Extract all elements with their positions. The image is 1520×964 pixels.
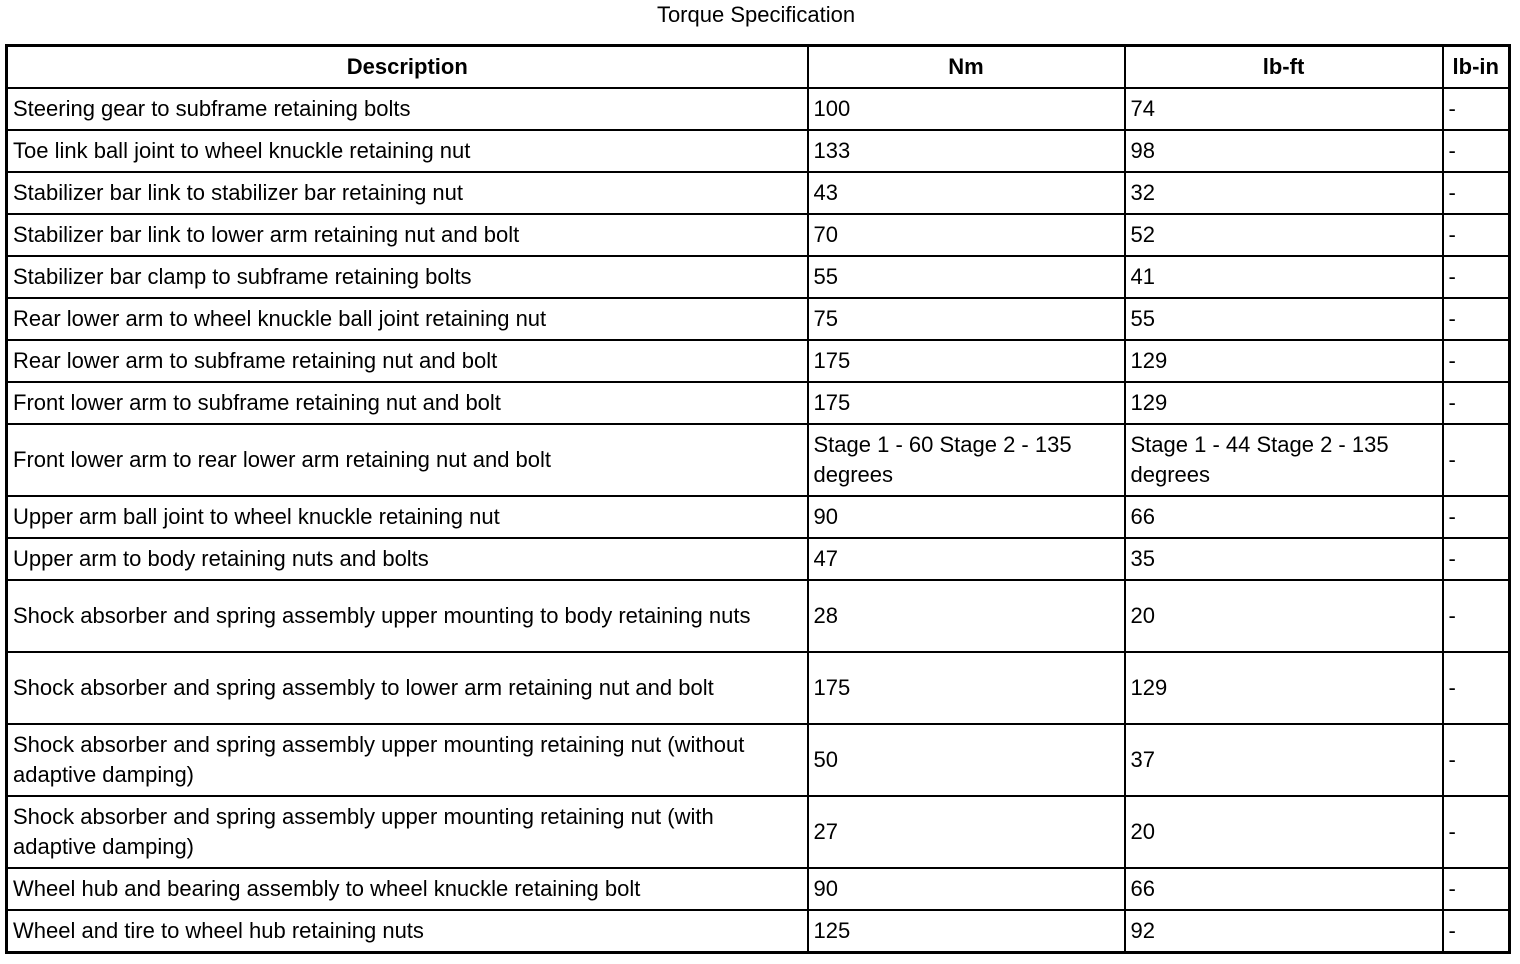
cell-lbft: 98	[1125, 130, 1443, 172]
cell-lbft: 41	[1125, 256, 1443, 298]
cell-lbin: -	[1443, 910, 1510, 953]
table-row	[7, 538, 1510, 580]
header-nm: Nm	[808, 46, 1125, 89]
table-row	[7, 424, 1510, 496]
cell-nm: 90	[808, 868, 1125, 910]
cell-nm: 125	[808, 910, 1125, 953]
table-row	[7, 172, 1510, 214]
cell-nm: 133	[808, 130, 1125, 172]
cell-nm: 90	[808, 496, 1125, 538]
table-row	[7, 382, 1510, 424]
cell-lbin: -	[1443, 796, 1510, 868]
cell-lbin: -	[1443, 88, 1510, 130]
cell-nm: 27	[808, 796, 1125, 868]
cell-description: Front lower arm to subframe retaining nut and bolt	[7, 382, 808, 424]
cell-lbin: -	[1443, 724, 1510, 796]
cell-lbft: 20	[1125, 796, 1443, 868]
cell-description: Toe link ball joint to wheel knuckle retaining nut	[7, 130, 808, 172]
torque-spec-table	[5, 44, 1511, 954]
cell-description: Shock absorber and spring assembly upper mounting to body retaining nuts	[7, 580, 808, 652]
cell-lbft: 129	[1125, 652, 1443, 724]
cell-nm: 175	[808, 340, 1125, 382]
cell-lbin: -	[1443, 298, 1510, 340]
table-row	[7, 340, 1510, 382]
cell-nm: 28	[808, 580, 1125, 652]
cell-nm: 70	[808, 214, 1125, 256]
cell-nm: 175	[808, 652, 1125, 724]
cell-description: Shock absorber and spring assembly to lower arm retaining nut and bolt	[7, 652, 808, 724]
cell-lbft: 55	[1125, 298, 1443, 340]
table-row	[7, 88, 1510, 130]
cell-description: Shock absorber and spring assembly upper mounting retaining nut (without adaptive damping)	[7, 724, 808, 796]
cell-nm: 175	[808, 382, 1125, 424]
cell-nm: 100	[808, 88, 1125, 130]
cell-description: Shock absorber and spring assembly upper mounting retaining nut (with adaptive damping)	[7, 796, 808, 868]
cell-description: Wheel hub and bearing assembly to wheel knuckle retaining bolt	[7, 868, 808, 910]
cell-nm: Stage 1 - 60 Stage 2 - 135 degrees	[808, 424, 1125, 496]
page-title: Torque Specification	[656, 2, 856, 27]
cell-lbft: 129	[1125, 382, 1443, 424]
cell-description: Stabilizer bar link to lower arm retaining nut and bolt	[7, 214, 808, 256]
cell-lbin: -	[1443, 130, 1510, 172]
table-row	[7, 214, 1510, 256]
cell-description: Steering gear to subframe retaining bolts	[7, 88, 808, 130]
table-row	[7, 496, 1510, 538]
cell-lbin: -	[1443, 382, 1510, 424]
cell-lbin: -	[1443, 424, 1510, 496]
cell-nm: 55	[808, 256, 1125, 298]
cell-description: Front lower arm to rear lower arm retaining nut and bolt	[7, 424, 808, 496]
table-row	[7, 724, 1510, 796]
cell-description: Rear lower arm to subframe retaining nut and bolt	[7, 340, 808, 382]
table-row	[7, 868, 1510, 910]
cell-lbin: -	[1443, 496, 1510, 538]
header-lbft: lb-ft	[1125, 46, 1443, 89]
cell-lbft: 66	[1125, 868, 1443, 910]
cell-description: Upper arm ball joint to wheel knuckle retaining nut	[7, 496, 808, 538]
cell-lbin: -	[1443, 172, 1510, 214]
cell-lbft: 20	[1125, 580, 1443, 652]
header-description: Description	[7, 46, 808, 89]
table-row	[7, 298, 1510, 340]
cell-nm: 50	[808, 724, 1125, 796]
cell-description: Stabilizer bar link to stabilizer bar retaining nut	[7, 172, 808, 214]
table-row	[7, 580, 1510, 652]
cell-lbft: 74	[1125, 88, 1443, 130]
table-row	[7, 652, 1510, 724]
cell-lbin: -	[1443, 652, 1510, 724]
cell-description: Rear lower arm to wheel knuckle ball joint retaining nut	[7, 298, 808, 340]
cell-lbin: -	[1443, 538, 1510, 580]
cell-lbin: -	[1443, 580, 1510, 652]
cell-lbin: -	[1443, 340, 1510, 382]
cell-lbft: 92	[1125, 910, 1443, 953]
cell-description: Stabilizer bar clamp to subframe retaining bolts	[7, 256, 808, 298]
cell-lbft: 129	[1125, 340, 1443, 382]
header-row	[7, 46, 1510, 89]
cell-lbin: -	[1443, 256, 1510, 298]
cell-lbft: 35	[1125, 538, 1443, 580]
cell-nm: 43	[808, 172, 1125, 214]
header-lbin: lb-in	[1443, 46, 1510, 89]
cell-lbft: 66	[1125, 496, 1443, 538]
table-row	[7, 910, 1510, 953]
cell-description: Wheel and tire to wheel hub retaining nuts	[7, 910, 808, 953]
table-row	[7, 256, 1510, 298]
cell-lbin: -	[1443, 868, 1510, 910]
cell-lbft: Stage 1 - 44 Stage 2 - 135 degrees	[1125, 424, 1443, 496]
cell-lbft: 32	[1125, 172, 1443, 214]
cell-description: Upper arm to body retaining nuts and bolts	[7, 538, 808, 580]
table-row	[7, 130, 1510, 172]
table-row	[7, 796, 1510, 868]
cell-nm: 75	[808, 298, 1125, 340]
cell-nm: 47	[808, 538, 1125, 580]
cell-lbft: 52	[1125, 214, 1443, 256]
cell-lbin: -	[1443, 214, 1510, 256]
cell-lbft: 37	[1125, 724, 1443, 796]
